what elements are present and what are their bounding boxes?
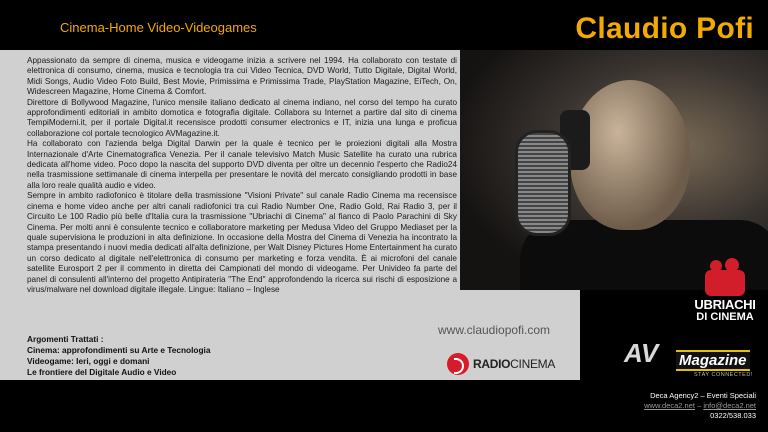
ubriachi-line1: UBRIACHI [694,297,756,312]
contact-separator: – [695,401,704,410]
topics-heading: Argomenti Trattati : [27,334,104,344]
topic-item: Cinema: approfondimenti su Arte e Tecnologia [27,345,211,355]
subtitle: Cinema-Home Video-Videogames [60,20,257,35]
agency-phone: 0322/538.033 [710,411,756,420]
film-camera-icon [705,270,745,296]
agency-email-link[interactable]: info@deca2.net [703,401,756,410]
bio-paragraph: Direttore di Bollywood Magazine, l'unico mensile italiano dedicato al cinema indiano, nel corso del tempo ha curato approfondimenti editoriali in ambito domotica e fotografia digitale. Collabora su Internet a partire dal sito di cinema TempiModerni.it, per il portale Digital.it recensisce prodotti consumer electronics e IT, inizia una lunga e proficua collaborazione col portale tecnologico AVMagazine.it. [27,97,457,138]
bio-paragraph: Ha collaborato con l'azienda belga Digital Darwin per la quale è tecnico per le proiezioni digitali alla Mostra Internazionale d'Arte Cinematografica Venezia. Per il canale televisivo Match Music Satellite ha curato una rubrica dedicata all'home video. Poco dopo la nascita del supporto DVD diventa per oltre un decennio l'esperto che Radio24 nella trasmissione settimanale di cinema interpella per presentare le novità del mercato consigliando prodotti in base alla loro reale qualità audio e video. [27,139,457,190]
agency-site-link[interactable]: www.deca2.net [644,401,695,410]
av-letters: AV [624,338,659,368]
website-link[interactable]: www.claudiopofi.com [438,323,551,337]
biography [27,56,457,295]
bio-paragraph: Appassionato da sempre di cinema, musica e videogame inizia a scrivere nel 1994. Ha collaborato con testate di elettronica di consumo, cinema, musica e tecnologia tra cui Video Tecnica, DVD World, Tutto Digitale, Digital World, Midi Songs, Audio Video Foto Build, Best Movie, Primissima e Primissima Trade, PlayStation Magazine, EiTech, On, Widescreen Magazine, Home Cinema & Comfort. [27,56,457,97]
topic-item: Videogame: Ieri, oggi e domani [27,356,150,366]
microphone-icon [515,130,571,236]
topics-list [27,334,327,378]
bio-paragraph: Sempre in ambito radiofonico è titolare della trasmissione "Visioni Private" sul canale Radio Cinema ma recensisce cinema e home video anche per altri canali radiofonici tra cui Radio Number One, Radio Gold, Rai Radio 3, per il Circuito Le 100 Radio più belle d'Italia cura la trasmissione "Ubriachi di Cinema" al fianco di Paolo Parachini di Sky Cinema. Per molti anni è consulente tecnico e collaboratore marketing per Medusa Video del Gruppo Mediaset per la quale supervisiona le produzioni in alta definizione. In occasione della Mostra del Cinema di Venezia ha incontrato la stampa presentando i nuovi media dedicati all'alta definizione, per Walt Disney Pictures Home Entertainment ha curato un corso dedicato al digitale nell'elettronica di consumo per marketing e forza vendita. È ai microfoni del canale satellite Eurosport 2 per il commento in diretta dei Campionati del mondo di videogame. Per Univideo fa parte del panel di consulenti all'interno del progetto Antipirateria "The End" approfondendo la ricerca sui rischi di esposizione a virus/malware nel download digitale illegale. Lingue: Italiano – Inglese [27,191,457,294]
speaker-name: Claudio Pofi [575,12,754,45]
magazine-word: Magazine [676,350,750,371]
radio-cinema-icon [447,353,469,375]
ubriachi-line2: DI CINEMA [696,311,754,323]
contact-block [644,391,756,421]
av-magazine-logo [624,338,762,378]
agency-line: Deca Agency2 – Eventi Speciali [650,391,756,400]
speaker-photo [460,50,768,290]
av-tagline: STAY CONNECTED! [694,372,753,378]
radio-cinema-logo [447,351,555,377]
radio-logo-rest: CINEMA [510,357,556,371]
topic-item: Le frontiere del Digitale Audio e Video [27,367,177,377]
ubriachi-di-cinema-logo [690,270,760,323]
radio-logo-bold: RADIO [473,357,511,371]
